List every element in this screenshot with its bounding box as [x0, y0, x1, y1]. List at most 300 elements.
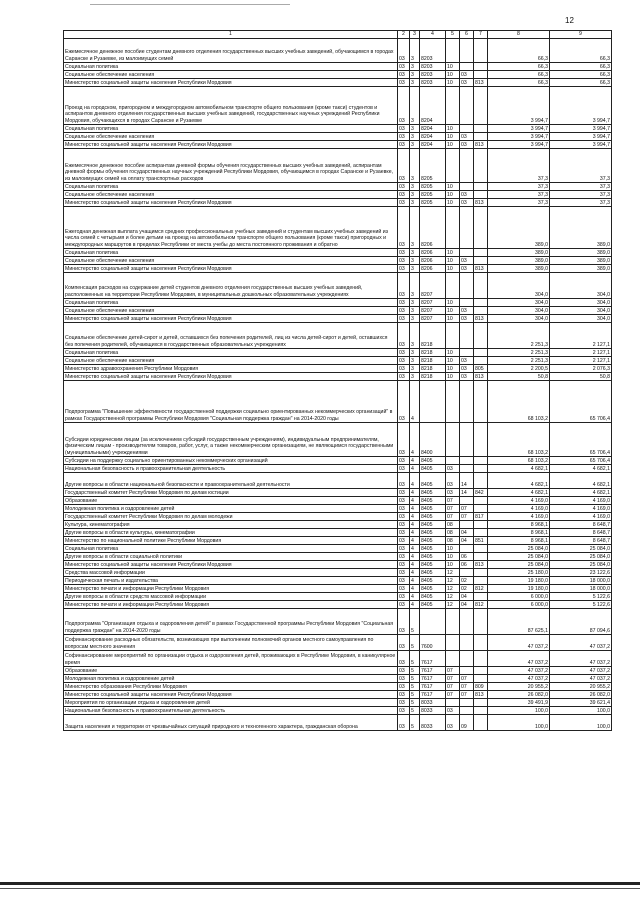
- code-cell: [474, 299, 488, 307]
- code-cell: 8203: [420, 63, 446, 71]
- code-cell: [460, 521, 474, 529]
- code-cell: [446, 699, 460, 707]
- amount-cell: 25 084,0: [488, 561, 550, 569]
- code-cell: 3: [410, 207, 420, 249]
- amount-cell: 87 625,1: [488, 609, 550, 635]
- code-cell: 03: [446, 465, 460, 473]
- code-cell: 3: [410, 71, 420, 79]
- code-cell: 4: [410, 457, 420, 465]
- amount-cell: 4 169,0: [488, 505, 550, 513]
- code-cell: [460, 545, 474, 553]
- table-row: [64, 691, 612, 699]
- code-cell: [446, 381, 460, 423]
- code-cell: 4: [410, 465, 420, 473]
- amount-cell: 2 076,3: [550, 365, 612, 373]
- code-cell: 03: [398, 521, 410, 529]
- amount-cell: 66,3: [488, 39, 550, 63]
- amount-cell: 5 122,6: [550, 593, 612, 601]
- code-cell: [474, 249, 488, 257]
- amount-cell: 37,3: [550, 149, 612, 183]
- amount-cell: 2 127,1: [550, 349, 612, 357]
- code-cell: [460, 569, 474, 577]
- code-cell: [460, 381, 474, 423]
- column-header: 6: [460, 31, 474, 39]
- code-cell: 03: [460, 373, 474, 381]
- code-cell: [474, 521, 488, 529]
- code-cell: 8405: [420, 473, 446, 489]
- code-cell: 813: [474, 691, 488, 699]
- amount-cell: 65 706,4: [550, 457, 612, 465]
- row-name-cell: Социальная политика: [64, 249, 398, 257]
- code-cell: 7617: [420, 675, 446, 683]
- code-cell: 4: [410, 601, 420, 609]
- table-row: [64, 273, 612, 299]
- amount-cell: 389,0: [550, 257, 612, 265]
- code-cell: [474, 133, 488, 141]
- amount-cell: 2 251,3: [488, 357, 550, 365]
- code-cell: 8405: [420, 601, 446, 609]
- row-name-cell: Государственный комитет Республики Мордовия по делам молодежи: [64, 513, 398, 521]
- code-cell: [474, 349, 488, 357]
- amount-cell: 66,3: [550, 39, 612, 63]
- amount-cell: 66,3: [550, 79, 612, 87]
- table-row: [64, 465, 612, 473]
- row-name-cell: Министерство социальной защиты населения Республики Мордовия: [64, 373, 398, 381]
- table-row: [64, 323, 612, 349]
- code-cell: 10: [446, 315, 460, 323]
- amount-cell: 39 491,9: [488, 699, 550, 707]
- column-header: 4: [420, 31, 446, 39]
- code-cell: [474, 423, 488, 457]
- code-cell: 5: [410, 699, 420, 707]
- amount-cell: 304,0: [488, 315, 550, 323]
- row-name-cell: Социальная политика: [64, 63, 398, 71]
- code-cell: 10: [446, 63, 460, 71]
- code-cell: 03: [398, 593, 410, 601]
- code-cell: 03: [446, 489, 460, 497]
- code-cell: 813: [474, 199, 488, 207]
- row-name-cell: Молодежная политика и оздоровление детей: [64, 505, 398, 513]
- code-cell: 10: [446, 125, 460, 133]
- code-cell: 8405: [420, 505, 446, 513]
- code-cell: 8405: [420, 561, 446, 569]
- code-cell: [474, 191, 488, 199]
- code-cell: 4: [410, 473, 420, 489]
- amount-cell: 304,0: [488, 273, 550, 299]
- code-cell: 03: [398, 63, 410, 71]
- amount-cell: 3 994,7: [488, 133, 550, 141]
- code-cell: 8206: [420, 265, 446, 273]
- code-cell: [460, 651, 474, 667]
- code-cell: 8204: [420, 87, 446, 125]
- code-cell: 4: [410, 577, 420, 585]
- row-name-cell: Министерство здравоохранения Республики Мордовия: [64, 365, 398, 373]
- code-cell: 03: [460, 365, 474, 373]
- row-name-cell: Социальная политика: [64, 125, 398, 133]
- code-cell: 5: [410, 707, 420, 715]
- row-name-cell: Министерство социальной защиты населения Республики Мордовия: [64, 315, 398, 323]
- code-cell: [474, 505, 488, 513]
- code-cell: [474, 381, 488, 423]
- amount-cell: 47 037,2: [488, 635, 550, 651]
- code-cell: 8207: [420, 299, 446, 307]
- code-cell: 8218: [420, 357, 446, 365]
- table-row: [64, 199, 612, 207]
- code-cell: 3: [410, 299, 420, 307]
- code-cell: 8218: [420, 373, 446, 381]
- code-cell: 07: [446, 683, 460, 691]
- table-row: [64, 667, 612, 675]
- code-cell: 03: [460, 307, 474, 315]
- code-cell: 10: [446, 365, 460, 373]
- code-cell: [474, 183, 488, 191]
- code-cell: 03: [398, 373, 410, 381]
- amount-cell: 66,3: [488, 71, 550, 79]
- code-cell: 03: [398, 691, 410, 699]
- code-cell: 3: [410, 39, 420, 63]
- code-cell: 8207: [420, 273, 446, 299]
- code-cell: 03: [398, 489, 410, 497]
- row-name-cell: Подпрограмма "Организация отдыха и оздоровления детей" в рамках Государственной программы Республики Мордовия "Социальная поддержка граждан" на 2014-2020 годы: [64, 609, 398, 635]
- table-row: [64, 489, 612, 497]
- code-cell: 09: [460, 715, 474, 731]
- amount-cell: 19 180,0: [488, 585, 550, 593]
- code-cell: 02: [460, 577, 474, 585]
- code-cell: [474, 125, 488, 133]
- code-cell: 8405: [420, 577, 446, 585]
- amount-cell: 25 084,0: [550, 545, 612, 553]
- row-name-cell: Министерство социальной защиты населения Республики Мордовия: [64, 691, 398, 699]
- code-cell: 4: [410, 561, 420, 569]
- code-cell: 813: [474, 79, 488, 87]
- table-row: [64, 715, 612, 731]
- amount-cell: 4 169,0: [488, 497, 550, 505]
- code-cell: 04: [460, 529, 474, 537]
- code-cell: [474, 323, 488, 349]
- amount-cell: 50,8: [488, 373, 550, 381]
- code-cell: 14: [460, 473, 474, 489]
- amount-cell: 25 084,0: [550, 561, 612, 569]
- code-cell: 10: [446, 183, 460, 191]
- column-header: 9: [550, 31, 612, 39]
- code-cell: [474, 699, 488, 707]
- code-cell: 03: [398, 707, 410, 715]
- row-name-cell: Министерство печати и информации Республики Мордовия: [64, 585, 398, 593]
- code-cell: 842: [474, 489, 488, 497]
- amount-cell: 26 082,0: [488, 691, 550, 699]
- code-cell: [474, 149, 488, 183]
- code-cell: 03: [398, 79, 410, 87]
- amount-cell: 2 200,5: [488, 365, 550, 373]
- row-name-cell: Социальное обеспечение населения: [64, 357, 398, 365]
- code-cell: [474, 457, 488, 465]
- code-cell: 03: [398, 349, 410, 357]
- table-row: [64, 457, 612, 465]
- row-name-cell: Национальная безопасность и правоохранительная деятельность: [64, 465, 398, 473]
- table-row: [64, 349, 612, 357]
- code-cell: 07: [446, 667, 460, 675]
- code-cell: [474, 465, 488, 473]
- code-cell: 03: [398, 71, 410, 79]
- code-cell: 10: [446, 307, 460, 315]
- code-cell: 4: [410, 423, 420, 457]
- row-name-cell: Образование: [64, 667, 398, 675]
- code-cell: [446, 651, 460, 667]
- amount-cell: 2 251,3: [488, 349, 550, 357]
- code-cell: 5: [410, 667, 420, 675]
- code-cell: 03: [460, 265, 474, 273]
- column-header: 3: [410, 31, 420, 39]
- table-row: [64, 423, 612, 457]
- code-cell: 03: [398, 199, 410, 207]
- code-cell: 3: [410, 373, 420, 381]
- code-cell: 813: [474, 265, 488, 273]
- code-cell: 03: [398, 457, 410, 465]
- code-cell: 8205: [420, 183, 446, 191]
- table-row: [64, 79, 612, 87]
- row-name-cell: Министерство социальной защиты населения Республики Мордовия: [64, 141, 398, 149]
- code-cell: 10: [446, 561, 460, 569]
- table-row: [64, 561, 612, 569]
- code-cell: 03: [460, 199, 474, 207]
- code-cell: 03: [398, 323, 410, 349]
- table-row: [64, 183, 612, 191]
- amount-cell: 47 037,2: [550, 651, 612, 667]
- code-cell: 07: [446, 497, 460, 505]
- row-name-cell: Субсидии на поддержку социально ориентированных некоммерческих организаций: [64, 457, 398, 465]
- row-name-cell: Другие вопросы в области национальной безопасности и правоохранительной деятельности: [64, 473, 398, 489]
- row-name-cell: Субсидии юридическим лицам (за исключением субсидий государственным учреждениям), индивидуальным предпринимателям, физическим лицам - производителям товаров, работ, услуг, а также некоммерческим организациям, не являющимся государственными (муниципальными) учреждениями: [64, 423, 398, 457]
- code-cell: 3: [410, 87, 420, 125]
- code-cell: [460, 249, 474, 257]
- code-cell: [474, 675, 488, 683]
- code-cell: 3: [410, 365, 420, 373]
- code-cell: [474, 667, 488, 675]
- code-cell: 03: [398, 381, 410, 423]
- code-cell: 03: [398, 473, 410, 489]
- code-cell: 8405: [420, 553, 446, 561]
- table-row: [64, 651, 612, 667]
- code-cell: 06: [460, 553, 474, 561]
- code-cell: 03: [398, 569, 410, 577]
- table-body: [64, 39, 612, 731]
- code-cell: [474, 593, 488, 601]
- code-cell: 8405: [420, 569, 446, 577]
- code-cell: 813: [474, 141, 488, 149]
- code-cell: [420, 381, 446, 423]
- code-cell: 10: [446, 545, 460, 553]
- code-cell: [460, 125, 474, 133]
- code-cell: 03: [398, 545, 410, 553]
- code-cell: 8405: [420, 593, 446, 601]
- code-cell: 03: [398, 683, 410, 691]
- code-cell: 04: [460, 537, 474, 545]
- code-cell: 10: [446, 71, 460, 79]
- code-cell: 3: [410, 257, 420, 265]
- row-name-cell: Образование: [64, 497, 398, 505]
- table-row: [64, 577, 612, 585]
- code-cell: [446, 207, 460, 249]
- amount-cell: 47 037,2: [488, 667, 550, 675]
- code-cell: [446, 149, 460, 183]
- code-cell: [460, 323, 474, 349]
- code-cell: [446, 39, 460, 63]
- code-cell: [460, 423, 474, 457]
- row-name-cell: Министерство социальной защиты населения Республики Мордовия: [64, 265, 398, 273]
- column-header: 7: [474, 31, 488, 39]
- code-cell: 03: [460, 141, 474, 149]
- amount-cell: 304,0: [550, 299, 612, 307]
- amount-cell: 37,3: [550, 199, 612, 207]
- amount-cell: 100,0: [550, 715, 612, 731]
- code-cell: 809: [474, 683, 488, 691]
- code-cell: 4: [410, 553, 420, 561]
- table-row: [64, 635, 612, 651]
- code-cell: 3: [410, 307, 420, 315]
- row-name-cell: Социальная политика: [64, 299, 398, 307]
- code-cell: 10: [446, 373, 460, 381]
- code-cell: [460, 707, 474, 715]
- amount-cell: 47 037,2: [550, 635, 612, 651]
- code-cell: 4: [410, 537, 420, 545]
- table-row: [64, 699, 612, 707]
- column-header: 2: [398, 31, 410, 39]
- code-cell: 10: [446, 257, 460, 265]
- amount-cell: 4 169,0: [550, 505, 612, 513]
- amount-cell: 26 082,0: [550, 691, 612, 699]
- code-cell: 03: [398, 497, 410, 505]
- amount-cell: 6 000,0: [488, 593, 550, 601]
- code-cell: 07: [460, 513, 474, 521]
- code-cell: 8206: [420, 207, 446, 249]
- code-cell: [460, 497, 474, 505]
- code-cell: 03: [398, 365, 410, 373]
- table-row: [64, 707, 612, 715]
- code-cell: [474, 577, 488, 585]
- code-cell: 03: [398, 149, 410, 183]
- amount-cell: 2 127,1: [550, 323, 612, 349]
- code-cell: 8203: [420, 71, 446, 79]
- code-cell: 8207: [420, 315, 446, 323]
- row-name-cell: Национальная безопасность и правоохранительная деятельность: [64, 707, 398, 715]
- code-cell: 10: [446, 349, 460, 357]
- code-cell: 03: [398, 191, 410, 199]
- code-cell: 4: [410, 521, 420, 529]
- code-cell: 03: [398, 207, 410, 249]
- code-cell: [474, 497, 488, 505]
- code-cell: [460, 273, 474, 299]
- code-cell: 8218: [420, 365, 446, 373]
- code-cell: 3: [410, 149, 420, 183]
- amount-cell: 8 648,7: [550, 529, 612, 537]
- code-cell: [446, 87, 460, 125]
- code-cell: 03: [398, 141, 410, 149]
- amount-cell: 66,3: [550, 71, 612, 79]
- code-cell: [474, 87, 488, 125]
- code-cell: 3: [410, 63, 420, 71]
- table-row: [64, 63, 612, 71]
- amount-cell: 3 994,7: [488, 87, 550, 125]
- code-cell: [474, 529, 488, 537]
- code-cell: [460, 63, 474, 71]
- code-cell: 8218: [420, 349, 446, 357]
- code-cell: 7600: [420, 635, 446, 651]
- code-cell: 3: [410, 349, 420, 357]
- amount-cell: 25 084,0: [550, 553, 612, 561]
- code-cell: 4: [410, 545, 420, 553]
- row-name-cell: Социальная политика: [64, 349, 398, 357]
- bottom-scan-border: [0, 880, 640, 892]
- code-cell: 3: [410, 357, 420, 365]
- row-name-cell: Софинансирование расходных обязательств, возникающих при выполнении полномочий органов местного самоуправления по вопросам местного значения: [64, 635, 398, 651]
- code-cell: 8205: [420, 191, 446, 199]
- code-cell: [474, 715, 488, 731]
- code-cell: 03: [398, 513, 410, 521]
- code-cell: 4: [410, 513, 420, 521]
- code-cell: 4: [410, 569, 420, 577]
- amount-cell: 37,3: [550, 191, 612, 199]
- amount-cell: 3 994,7: [550, 133, 612, 141]
- code-cell: 03: [460, 191, 474, 199]
- amount-cell: 87 094,6: [550, 609, 612, 635]
- code-cell: 03: [398, 609, 410, 635]
- code-cell: 03: [398, 699, 410, 707]
- table-row: [64, 569, 612, 577]
- code-cell: 3: [410, 249, 420, 257]
- code-cell: 4: [410, 585, 420, 593]
- amount-cell: 8 648,7: [550, 537, 612, 545]
- code-cell: 10: [446, 191, 460, 199]
- row-name-cell: Социальное обеспечение детей-сирот и детей, оставшихся без попечения родителей, лиц из числа детей-сирот и детей, оставшихся без попечения родителей, обучающихся в государственных образовательных учреждениях: [64, 323, 398, 349]
- amount-cell: 4 682,1: [550, 465, 612, 473]
- code-cell: 3: [410, 315, 420, 323]
- code-cell: 3: [410, 125, 420, 133]
- table-row: [64, 683, 612, 691]
- table-row: [64, 521, 612, 529]
- row-name-cell: Социальное обеспечение населения: [64, 307, 398, 315]
- amount-cell: 18 000,0: [550, 585, 612, 593]
- code-cell: 8400: [420, 423, 446, 457]
- column-header: 1: [64, 31, 398, 39]
- code-cell: 8033: [420, 715, 446, 731]
- code-cell: [460, 699, 474, 707]
- table-row: [64, 249, 612, 257]
- amount-cell: 304,0: [550, 315, 612, 323]
- row-name-cell: Социальное обеспечение населения: [64, 133, 398, 141]
- code-cell: [446, 323, 460, 349]
- amount-cell: 304,0: [550, 273, 612, 299]
- row-name-cell: Министерство по национальной политике Республики Мордовия: [64, 537, 398, 545]
- amount-cell: 3 994,7: [550, 87, 612, 125]
- row-name-cell: Социальная политика: [64, 183, 398, 191]
- code-cell: 3: [410, 183, 420, 191]
- code-cell: 12: [446, 569, 460, 577]
- code-cell: 8206: [420, 257, 446, 265]
- code-cell: 04: [460, 593, 474, 601]
- amount-cell: 389,0: [550, 207, 612, 249]
- code-cell: 03: [398, 715, 410, 731]
- code-cell: 07: [446, 505, 460, 513]
- table-row: [64, 529, 612, 537]
- table-row: [64, 357, 612, 365]
- table-row: [64, 207, 612, 249]
- code-cell: 8204: [420, 141, 446, 149]
- code-cell: 12: [446, 601, 460, 609]
- code-cell: 3: [410, 141, 420, 149]
- code-cell: [460, 667, 474, 675]
- code-cell: 3: [410, 323, 420, 349]
- code-cell: 813: [474, 373, 488, 381]
